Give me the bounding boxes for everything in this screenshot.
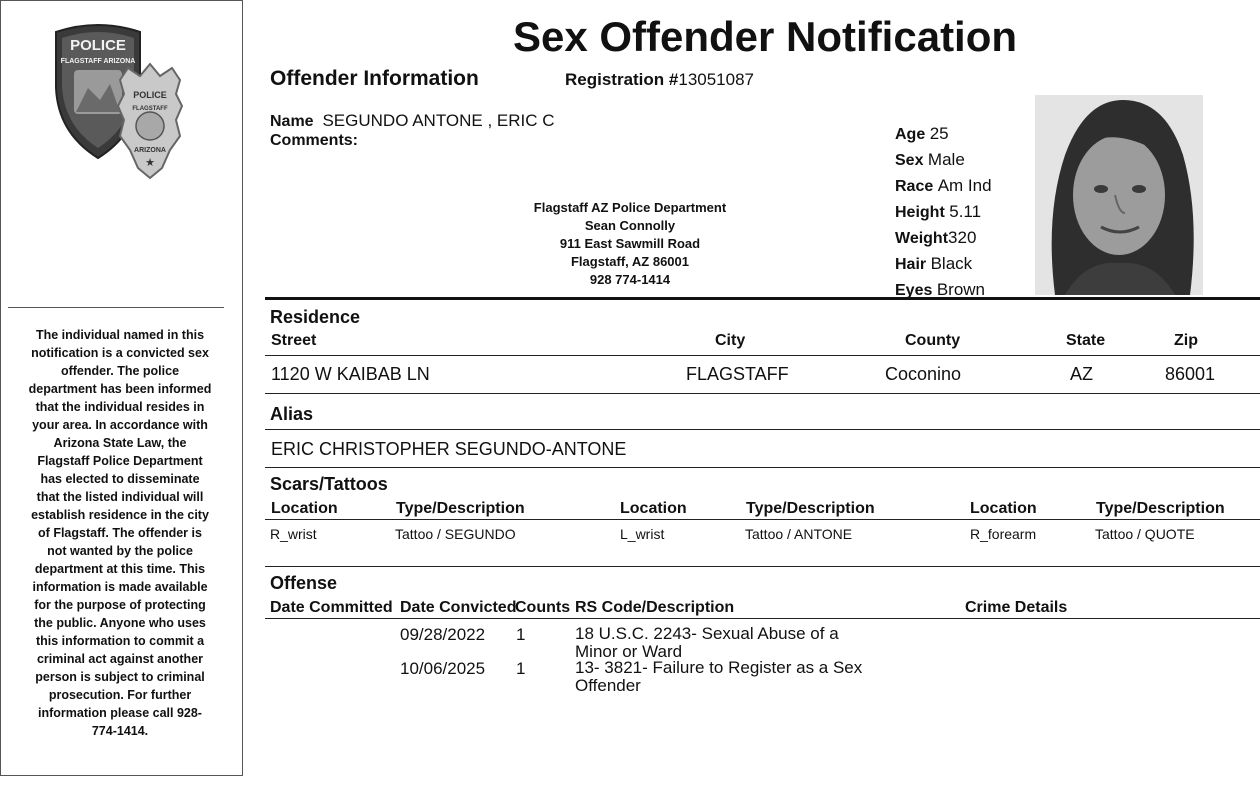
offense-header-rule xyxy=(265,618,1260,619)
residence-street-header: Street xyxy=(271,332,317,349)
residence-city: FLAGSTAFF xyxy=(686,364,789,384)
counts-header: Counts xyxy=(515,599,571,616)
residence-state: AZ xyxy=(1070,364,1094,384)
scar-type-1: Tattoo / SEGUNDO xyxy=(395,526,516,542)
race-row: Race Am Ind xyxy=(895,176,992,195)
age-row: Age 25 xyxy=(895,124,949,143)
residence-zip: 86001 xyxy=(1165,364,1216,384)
sidebar-divider xyxy=(8,307,224,308)
offender-name-row xyxy=(270,111,555,131)
registration-number: 13051087 xyxy=(678,70,754,89)
offense-1-date-convicted: 09/28/2022 xyxy=(400,625,486,644)
scar-location-2: L_wrist xyxy=(620,526,665,542)
date-convicted-header: Date Convicted xyxy=(400,599,517,616)
physical-description xyxy=(895,121,992,303)
rs-code-header: RS Code/Description xyxy=(575,599,735,616)
eyes-row: Eyes Brown xyxy=(895,280,986,299)
residence-county-header: County xyxy=(905,332,961,349)
scar-type-header-2: Type/Description xyxy=(746,500,875,517)
agency-address: 911 East Sawmill Road xyxy=(559,236,701,251)
scars-heading: Scars/Tattoos xyxy=(270,474,388,494)
offense-heading: Offense xyxy=(270,573,338,593)
residence-street: 1120 W KAIBAB LN xyxy=(271,364,430,384)
comments-label: Comments: xyxy=(270,132,359,149)
hair-row: Hair Black xyxy=(895,254,973,273)
sex-row: Sex Male xyxy=(895,150,965,169)
registration-label: Registration # xyxy=(565,70,679,89)
scar-location-1: R_wrist xyxy=(270,526,317,542)
residence-heading: Residence xyxy=(270,307,361,327)
alias-bottom-rule xyxy=(265,467,1260,468)
residence-header-rule xyxy=(265,355,1260,356)
agency-contact: Sean Connolly xyxy=(584,218,676,233)
offense-1-counts: 1 xyxy=(516,625,526,644)
offender-photo xyxy=(1035,95,1203,295)
svg-text:ARIZONA: ARIZONA xyxy=(134,147,166,154)
scar-location-3: R_forearm xyxy=(970,526,1037,542)
alias-header-rule xyxy=(265,429,1260,430)
residence-city-header: City xyxy=(715,332,746,349)
disclaimer-text: The individual named in this notification is a convicted sex offender. The police department has been informed that the individual resides in your area. In accordance with Arizona State Law, the Flagstaff Police Department has elected to disseminate that the listed individual will establish residence in the city of Flagstaff. The offender is not wanted by the police department at this time. This information is made available for the purpose of protecting the public. Anyone who uses this information to commit a criminal act against another person is subject to criminal prosecution. For further information please call 928-774-1414. xyxy=(28,328,212,738)
section-divider-main xyxy=(265,297,1260,300)
scar-location-header-1: Location xyxy=(271,500,338,517)
scar-type-3: Tattoo / QUOTE xyxy=(1095,526,1195,542)
offense-2-date-convicted: 10/06/2025 xyxy=(400,659,486,678)
residence-state-header: State xyxy=(1066,332,1106,349)
svg-text:★: ★ xyxy=(145,156,155,169)
scars-header-rule xyxy=(265,519,1260,520)
date-committed-header: Date Committed xyxy=(270,599,393,616)
residence-zip-header: Zip xyxy=(1174,332,1198,349)
svg-text:FLAGSTAFF ARIZONA: FLAGSTAFF ARIZONA xyxy=(60,58,136,65)
svg-text:POLICE: POLICE xyxy=(133,90,167,100)
crime-details-header: Crime Details xyxy=(965,599,1068,616)
scars-bottom-rule xyxy=(265,566,1260,567)
svg-text:POLICE: POLICE xyxy=(70,37,126,54)
agency-name: Flagstaff AZ Police Department xyxy=(533,200,727,215)
height-row: Height 5.11 xyxy=(895,202,982,221)
scar-type-2: Tattoo / ANTONE xyxy=(745,526,853,542)
agency-phone: 928 774-1414 xyxy=(589,272,671,287)
agency-city: Flagstaff, AZ 86001 xyxy=(570,254,689,269)
page-title: Sex Offender Notification xyxy=(512,13,1018,60)
residence-bottom-rule xyxy=(265,393,1260,394)
registration xyxy=(565,70,754,90)
residence-county: Coconino xyxy=(885,364,962,384)
scar-type-header-1: Type/Description xyxy=(396,500,525,517)
scar-location-header-2: Location xyxy=(620,500,687,517)
offense-2-rs-code: 13- 3821- Failure to Register as a Sex Offender xyxy=(575,658,863,695)
name-label: Name xyxy=(270,113,314,130)
police-badge-logo xyxy=(48,18,188,198)
offender-name: SEGUNDO ANTONE , ERIC C xyxy=(322,111,555,130)
offender-info-heading: Offender Information xyxy=(270,67,479,90)
alias-heading: Alias xyxy=(270,404,314,424)
offense-1-rs-code: 18 U.S.C. 2243- Sexual Abuse of a Minor or Ward xyxy=(575,624,839,661)
scar-location-header-3: Location xyxy=(970,500,1037,517)
weight-row: Weight320 xyxy=(895,228,977,247)
offense-2-counts: 1 xyxy=(516,659,526,678)
svg-text:FLAGSTAFF: FLAGSTAFF xyxy=(132,106,168,112)
alias-value: ERIC CHRISTOPHER SEGUNDO-ANTONE xyxy=(271,439,627,459)
scar-type-header-3: Type/Description xyxy=(1096,500,1225,517)
